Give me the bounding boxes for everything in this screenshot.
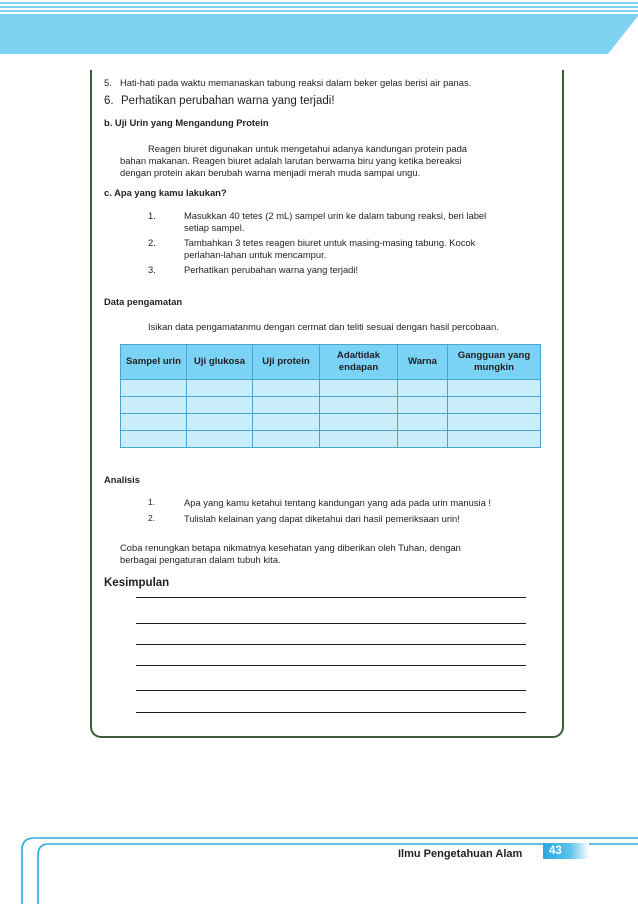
step-number: 5. — [104, 77, 112, 88]
table-cell[interactable] — [320, 380, 398, 397]
reflection-line: berbagai pengaturan dalam tubuh kita. — [120, 554, 281, 565]
item-number: 1. — [148, 210, 156, 221]
header-stripes — [0, 0, 638, 14]
item-text: Perhatikan perubahan warna yang terjadi! — [184, 264, 359, 275]
step-text: Hati-hati pada waktu memanaskan tabung reaksi dalam beker gelas berisi air panas. — [120, 77, 472, 88]
data-heading: Data pengamatan — [104, 296, 183, 307]
section-b-para-line: dengan protein akan berubah warna menjadi merah muda sampai ungu. — [120, 167, 421, 178]
answer-line[interactable] — [136, 623, 526, 624]
col-header: Sampel urin — [121, 345, 187, 380]
item-number: 2. — [148, 513, 156, 523]
item-text: perlahan-lahan untuk mencampur. — [184, 249, 327, 260]
col-header: Ada/tidak endapan — [320, 345, 398, 380]
table-cell[interactable] — [320, 397, 398, 414]
analisis-heading: Analisis — [104, 474, 140, 485]
step-number: 6. — [104, 95, 114, 107]
section-b-heading: b. Uji Urin yang Mengandung Protein — [104, 117, 269, 128]
table-row — [121, 397, 541, 414]
table-cell[interactable] — [121, 414, 187, 431]
answer-line[interactable] — [136, 597, 526, 598]
table-row — [121, 380, 541, 397]
item-text: Tulislah kelainan yang dapat diketahui dari hasil pemeriksaan urin! — [184, 513, 460, 524]
footer-frame — [0, 830, 638, 904]
step-6 — [104, 95, 335, 108]
table-cell[interactable] — [448, 414, 541, 431]
table-cell[interactable] — [253, 380, 320, 397]
answer-line[interactable] — [136, 644, 526, 645]
table-cell[interactable] — [121, 431, 187, 448]
table-cell[interactable] — [187, 380, 253, 397]
col-header: Uji glukosa — [187, 345, 253, 380]
answer-line[interactable] — [136, 665, 526, 666]
table-row — [121, 414, 541, 431]
kesimpulan-heading: Kesimpulan — [104, 577, 170, 589]
table-row — [121, 431, 541, 448]
data-instruction: Isikan data pengamatanmu dengan cermat dan teliti sesuai dengan hasil percobaan. — [148, 321, 499, 332]
item-text: Masukkan 40 tetes (2 mL) sampel urin ke dalam tabung reaksi, beri label — [184, 210, 487, 221]
step-text: Perhatikan perubahan warna yang terjadi! — [121, 95, 335, 107]
table-cell[interactable] — [187, 414, 253, 431]
answer-line[interactable] — [136, 690, 526, 691]
section-b-para-line: Reagen biuret digunakan untuk mengetahui adanya kandungan protein pada — [148, 143, 468, 154]
table-cell[interactable] — [398, 397, 448, 414]
answer-line[interactable] — [136, 712, 526, 713]
col-header: Warna — [398, 345, 448, 380]
item-number: 1. — [148, 497, 156, 507]
col-header: Gangguan yang mungkin — [448, 345, 541, 380]
step-5 — [104, 76, 472, 89]
item-number: 3. — [148, 264, 156, 275]
table-cell[interactable] — [448, 380, 541, 397]
table-cell[interactable] — [253, 414, 320, 431]
table-cell[interactable] — [398, 380, 448, 397]
book-title: Ilmu Pengetahuan Alam — [398, 848, 523, 860]
header-banner — [0, 14, 638, 54]
table-cell[interactable] — [448, 397, 541, 414]
table-cell[interactable] — [320, 431, 398, 448]
section-b-para-line: bahan makanan. Reagen biuret adalah larutan berwarna biru yang ketika bereaksi — [120, 155, 462, 166]
item-text: Apa yang kamu ketahui tentang kandungan yang ada pada urin manusia ! — [184, 497, 491, 508]
observation-table — [120, 344, 541, 448]
item-text: setiap sampel. — [184, 222, 245, 233]
item-text: Tambahkan 3 tetes reagen biuret untuk masing-masing tabung. Kocok — [184, 237, 476, 248]
table-cell[interactable] — [398, 414, 448, 431]
table-cell[interactable] — [121, 397, 187, 414]
page-number: 43 — [543, 843, 589, 859]
table-cell[interactable] — [121, 380, 187, 397]
table-cell[interactable] — [187, 431, 253, 448]
item-number: 2. — [148, 237, 156, 248]
table-cell[interactable] — [448, 431, 541, 448]
table-cell[interactable] — [187, 397, 253, 414]
table-header-row — [121, 345, 541, 380]
table-cell[interactable] — [398, 431, 448, 448]
reflection-line: Coba renungkan betapa nikmatnya kesehatan yang diberikan oleh Tuhan, dengan — [120, 542, 461, 553]
section-c-heading: c. Apa yang kamu lakukan? — [104, 187, 227, 198]
col-header: Uji protein — [253, 345, 320, 380]
table-cell[interactable] — [320, 414, 398, 431]
table-cell[interactable] — [253, 431, 320, 448]
table-cell[interactable] — [253, 397, 320, 414]
